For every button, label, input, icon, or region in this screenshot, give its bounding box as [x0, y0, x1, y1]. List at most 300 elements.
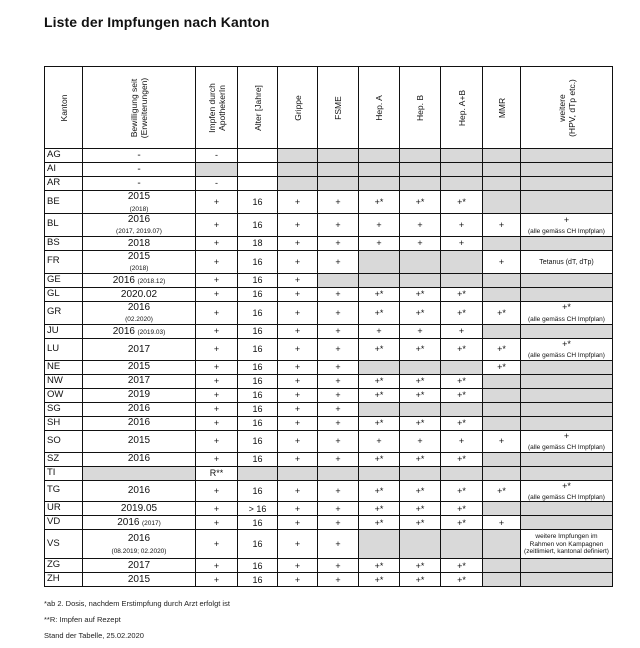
hep-ab-cell: +* [441, 502, 483, 516]
weitere-cell [521, 452, 613, 466]
header-weitere-line2: (HPV, dTp etc.) [566, 78, 577, 137]
table-row [45, 301, 613, 324]
fsme-cell: + [318, 573, 359, 587]
year-main: 2016 [127, 533, 151, 545]
hep-ab-cell: + [441, 236, 483, 250]
hep-a-cell: +* [359, 388, 400, 402]
hep-ab-cell: + [441, 430, 483, 452]
mmr-cell [483, 416, 521, 430]
mmr-cell: + [483, 250, 521, 273]
mmr-cell [483, 287, 521, 301]
weitere-cell [521, 466, 613, 480]
age-cell: 16 [238, 516, 278, 530]
table-row [45, 559, 613, 573]
fsme-cell: + [318, 250, 359, 273]
hep-ab-cell: +* [441, 338, 483, 360]
age-cell: 16 [238, 213, 278, 236]
weitere-main: weitere Impfungen im Rahmen von Kampagnen (zeitlimiert, kantonal definiert) [524, 533, 609, 556]
year-main: 2015 [127, 574, 151, 586]
table-row [45, 402, 613, 416]
header-hep-b: Hep. B [400, 67, 441, 149]
year-cell [83, 287, 196, 301]
year-cell [83, 163, 196, 177]
mmr-cell [483, 388, 521, 402]
hep-a-cell: +* [359, 374, 400, 388]
weitere-cell [521, 530, 613, 559]
weitere-main: +* [562, 338, 571, 349]
hep-ab-cell: +* [441, 191, 483, 214]
year-cell [83, 502, 196, 516]
age-cell: 16 [238, 402, 278, 416]
weitere-cell [521, 430, 613, 452]
year-extension: (2017, 2019.07) [116, 228, 162, 236]
fsme-cell: + [318, 236, 359, 250]
table-body [45, 149, 613, 587]
weitere-cell [521, 250, 613, 273]
kanton-cell: SH [45, 416, 83, 430]
hep-a-cell [359, 466, 400, 480]
hep-a-cell: +* [359, 191, 400, 214]
fsme-cell [318, 273, 359, 287]
weitere-cell [521, 163, 613, 177]
kanton-cell: LU [45, 338, 83, 360]
table-row [45, 573, 613, 587]
hep-ab-cell: +* [441, 374, 483, 388]
header-alter: Alter [Jahre] [238, 67, 278, 149]
mmr-cell [483, 402, 521, 416]
apotheker-cell: + [196, 191, 238, 214]
header-weitere [521, 67, 613, 149]
mmr-cell [483, 324, 521, 338]
kanton-cell: TG [45, 480, 83, 502]
weitere-note: (alle gemäss CH Impfplan) [528, 227, 605, 235]
kanton-cell: SZ [45, 452, 83, 466]
year-cell [83, 301, 196, 324]
table-row [45, 236, 613, 250]
fsme-cell: + [318, 502, 359, 516]
kanton-cell: NE [45, 360, 83, 374]
hep-b-cell: +* [400, 559, 441, 573]
fsme-cell [318, 466, 359, 480]
kanton-cell: BE [45, 191, 83, 214]
weitere-cell [521, 360, 613, 374]
apotheker-cell: + [196, 573, 238, 587]
hep-ab-cell [441, 163, 483, 177]
fsme-cell [318, 149, 359, 163]
hep-ab-cell: +* [441, 287, 483, 301]
hep-b-cell: + [400, 430, 441, 452]
weitere-cell [521, 338, 613, 360]
apotheker-cell: R** [196, 466, 238, 480]
page-title: Liste der Impfungen nach Kanton [44, 14, 270, 30]
hep-b-cell: +* [400, 374, 441, 388]
fsme-cell: + [318, 360, 359, 374]
year-extension: (02.2020) [125, 316, 153, 324]
year-main: 2016 [117, 517, 140, 529]
hep-ab-cell: +* [441, 416, 483, 430]
kanton-cell: AR [45, 177, 83, 191]
hep-ab-cell [441, 402, 483, 416]
apotheker-cell: + [196, 452, 238, 466]
grippe-cell: + [278, 273, 318, 287]
fsme-cell: + [318, 530, 359, 559]
mmr-cell: +* [483, 480, 521, 502]
mmr-cell [483, 163, 521, 177]
kanton-cell: GL [45, 287, 83, 301]
grippe-cell: + [278, 250, 318, 273]
weitere-main: + [563, 214, 570, 225]
year-main: 2016 [112, 274, 135, 286]
hep-a-cell: +* [359, 480, 400, 502]
year-cell [83, 466, 196, 480]
year-extension: (2017) [141, 520, 161, 528]
year-main: - [137, 177, 141, 189]
mmr-cell: + [483, 213, 521, 236]
weitere-cell [521, 324, 613, 338]
table-row [45, 191, 613, 214]
table-row [45, 338, 613, 360]
hep-a-cell [359, 250, 400, 273]
hep-ab-cell: +* [441, 516, 483, 530]
mmr-cell [483, 273, 521, 287]
grippe-cell: + [278, 236, 318, 250]
year-cell [83, 250, 196, 273]
weitere-cell [521, 388, 613, 402]
footnote-prescription: **R: Impfen auf Rezept [44, 615, 121, 624]
hep-ab-cell [441, 149, 483, 163]
hep-ab-cell: + [441, 213, 483, 236]
year-main: 2015 [127, 361, 151, 373]
year-main: 2015 [127, 250, 151, 262]
grippe-cell: + [278, 360, 318, 374]
hep-b-cell: +* [400, 502, 441, 516]
age-cell: 16 [238, 416, 278, 430]
year-cell [83, 338, 196, 360]
mmr-cell [483, 573, 521, 587]
fsme-cell: + [318, 338, 359, 360]
weitere-cell [521, 149, 613, 163]
table-row [45, 250, 613, 273]
kanton-cell: GR [45, 301, 83, 324]
hep-a-cell: + [359, 430, 400, 452]
grippe-cell [278, 177, 318, 191]
age-cell: 16 [238, 273, 278, 287]
year-main: 2019.05 [120, 503, 158, 515]
grippe-cell: + [278, 301, 318, 324]
age-cell: 16 [238, 360, 278, 374]
mmr-cell [483, 530, 521, 559]
mmr-cell: + [483, 430, 521, 452]
fsme-cell: + [318, 374, 359, 388]
hep-b-cell [400, 149, 441, 163]
apotheker-cell: + [196, 516, 238, 530]
fsme-cell: + [318, 191, 359, 214]
year-cell [83, 273, 196, 287]
fsme-cell: + [318, 402, 359, 416]
weitere-note: (alle gemäss CH Impfplan) [528, 444, 605, 452]
year-main: 2018 [127, 237, 151, 249]
table-row [45, 480, 613, 502]
age-cell: 16 [238, 452, 278, 466]
kanton-cell: SO [45, 430, 83, 452]
hep-ab-cell: + [441, 324, 483, 338]
age-cell: 16 [238, 559, 278, 573]
age-cell [238, 466, 278, 480]
header-hep-ab: Hep. A+B [441, 67, 483, 149]
fsme-cell: + [318, 480, 359, 502]
header-impfen-line1: Impfen durch [206, 82, 217, 133]
age-cell: 16 [238, 480, 278, 502]
grippe-cell [278, 163, 318, 177]
kanton-cell: OW [45, 388, 83, 402]
weitere-cell [521, 301, 613, 324]
year-cell [83, 573, 196, 587]
kanton-cell: AG [45, 149, 83, 163]
year-cell [83, 516, 196, 530]
table-date: Stand der Tabelle, 25.02.2020 [44, 631, 144, 640]
grippe-cell: + [278, 516, 318, 530]
year-main: 2020.02 [120, 288, 158, 300]
grippe-cell: + [278, 416, 318, 430]
year-extension: (08.2019; 02.2020) [111, 547, 167, 555]
age-cell: 16 [238, 324, 278, 338]
hep-a-cell: + [359, 213, 400, 236]
kanton-cell: NW [45, 374, 83, 388]
weitere-cell [521, 191, 613, 214]
kanton-cell: VD [45, 516, 83, 530]
year-cell [83, 388, 196, 402]
fsme-cell: + [318, 416, 359, 430]
year-main: 2017 [127, 560, 151, 572]
year-cell [83, 480, 196, 502]
hep-a-cell: +* [359, 287, 400, 301]
fsme-cell: + [318, 452, 359, 466]
age-cell: 16 [238, 530, 278, 559]
grippe-cell: + [278, 287, 318, 301]
fsme-cell: + [318, 430, 359, 452]
table-row [45, 416, 613, 430]
year-extension: (2018) [129, 265, 149, 273]
hep-b-cell [400, 466, 441, 480]
weitere-main: +* [562, 302, 571, 313]
apotheker-cell: + [196, 250, 238, 273]
fsme-cell [318, 177, 359, 191]
age-cell: 16 [238, 388, 278, 402]
weitere-cell [521, 213, 613, 236]
apotheker-cell: + [196, 530, 238, 559]
year-cell [83, 430, 196, 452]
weitere-cell [521, 236, 613, 250]
hep-ab-cell: +* [441, 573, 483, 587]
apotheker-cell: + [196, 236, 238, 250]
age-cell: 16 [238, 430, 278, 452]
hep-a-cell: +* [359, 416, 400, 430]
table-row [45, 530, 613, 559]
hep-a-cell: +* [359, 516, 400, 530]
year-main: 2015 [127, 191, 151, 202]
hep-b-cell [400, 250, 441, 273]
apotheker-cell: + [196, 502, 238, 516]
weitere-cell [521, 480, 613, 502]
hep-a-cell [359, 273, 400, 287]
apotheker-cell: + [196, 360, 238, 374]
weitere-main: +* [562, 480, 571, 491]
hep-b-cell: + [400, 324, 441, 338]
year-main: 2017 [127, 375, 151, 387]
hep-b-cell: +* [400, 388, 441, 402]
mmr-cell [483, 191, 521, 214]
hep-a-cell [359, 530, 400, 559]
kanton-cell: JU [45, 324, 83, 338]
apotheker-cell: + [196, 287, 238, 301]
year-main: 2019 [127, 389, 151, 401]
grippe-cell: + [278, 191, 318, 214]
apotheker-cell: + [196, 213, 238, 236]
mmr-cell [483, 149, 521, 163]
hep-b-cell: +* [400, 338, 441, 360]
grippe-cell: + [278, 374, 318, 388]
year-extension: (2019.03) [137, 328, 166, 336]
grippe-cell: + [278, 559, 318, 573]
hep-a-cell: +* [359, 338, 400, 360]
kanton-cell: BL [45, 213, 83, 236]
hep-ab-cell [441, 250, 483, 273]
kanton-cell: SG [45, 402, 83, 416]
year-main: 2017 [127, 343, 151, 355]
table-row [45, 374, 613, 388]
year-main: 2016 [127, 213, 151, 225]
age-cell: 16 [238, 250, 278, 273]
apotheker-cell: + [196, 273, 238, 287]
weitere-note: (alle gemäss CH Impfplan) [528, 493, 605, 501]
mmr-cell [483, 374, 521, 388]
year-cell [83, 374, 196, 388]
header-grippe: Grippe [278, 67, 318, 149]
year-main: 2016 [127, 453, 151, 465]
table-row [45, 452, 613, 466]
weitere-main: + [563, 430, 570, 441]
year-cell [83, 360, 196, 374]
year-main: 2016 [127, 485, 151, 497]
hep-b-cell: +* [400, 480, 441, 502]
hep-ab-cell: +* [441, 480, 483, 502]
header-fsme: FSME [318, 67, 359, 149]
hep-b-cell: +* [400, 301, 441, 324]
grippe-cell: + [278, 402, 318, 416]
hep-a-cell: +* [359, 573, 400, 587]
grippe-cell [278, 149, 318, 163]
mmr-cell [483, 466, 521, 480]
mmr-cell [483, 502, 521, 516]
year-main: 2016 [112, 325, 135, 337]
hep-ab-cell: +* [441, 388, 483, 402]
hep-ab-cell [441, 530, 483, 559]
age-cell [238, 149, 278, 163]
fsme-cell: + [318, 388, 359, 402]
table-row [45, 502, 613, 516]
age-cell [238, 177, 278, 191]
table-row [45, 388, 613, 402]
age-cell: 16 [238, 301, 278, 324]
weitere-cell [521, 273, 613, 287]
year-main: 2016 [127, 301, 151, 313]
table-header-row [45, 67, 613, 149]
year-extension: (2018.12) [137, 277, 166, 285]
grippe-cell: + [278, 213, 318, 236]
hep-a-cell: + [359, 324, 400, 338]
header-impfen [196, 67, 238, 149]
year-cell [83, 149, 196, 163]
weitere-cell [521, 502, 613, 516]
hep-a-cell: +* [359, 452, 400, 466]
apotheker-cell: + [196, 388, 238, 402]
apotheker-cell: - [196, 149, 238, 163]
header-hep-a: Hep. A [359, 67, 400, 149]
table-row [45, 177, 613, 191]
kanton-cell: AI [45, 163, 83, 177]
apotheker-cell: + [196, 324, 238, 338]
table-row [45, 466, 613, 480]
year-cell [83, 324, 196, 338]
mmr-cell: + [483, 516, 521, 530]
weitere-cell [521, 374, 613, 388]
hep-ab-cell [441, 177, 483, 191]
fsme-cell: + [318, 559, 359, 573]
table-row [45, 163, 613, 177]
weitere-cell [521, 559, 613, 573]
mmr-cell [483, 177, 521, 191]
grippe-cell: + [278, 480, 318, 502]
grippe-cell: + [278, 452, 318, 466]
hep-a-cell [359, 402, 400, 416]
hep-a-cell: +* [359, 502, 400, 516]
mmr-cell [483, 452, 521, 466]
apotheker-cell: + [196, 416, 238, 430]
year-cell [83, 416, 196, 430]
header-weitere-line1: weitere [556, 93, 567, 122]
kanton-cell: UR [45, 502, 83, 516]
year-cell [83, 402, 196, 416]
table-row [45, 273, 613, 287]
hep-ab-cell [441, 273, 483, 287]
table-row [45, 430, 613, 452]
table-row [45, 213, 613, 236]
apotheker-cell: + [196, 402, 238, 416]
weitere-cell [521, 177, 613, 191]
hep-ab-cell [441, 466, 483, 480]
header-kanton: Kanton [45, 67, 83, 149]
vaccination-table [44, 66, 613, 587]
weitere-cell [521, 416, 613, 430]
fsme-cell: + [318, 516, 359, 530]
weitere-cell [521, 573, 613, 587]
year-cell [83, 177, 196, 191]
hep-b-cell [400, 360, 441, 374]
hep-b-cell: +* [400, 452, 441, 466]
age-cell: > 16 [238, 502, 278, 516]
grippe-cell: + [278, 388, 318, 402]
year-main: - [137, 149, 141, 161]
kanton-cell: ZG [45, 559, 83, 573]
hep-a-cell [359, 177, 400, 191]
header-bewilligung [83, 67, 196, 149]
header-bewilligung-line1: Bewilligung seit [128, 78, 139, 137]
apotheker-cell: + [196, 480, 238, 502]
year-main: - [137, 163, 141, 175]
weitere-cell [521, 287, 613, 301]
hep-b-cell [400, 402, 441, 416]
mmr-cell: +* [483, 301, 521, 324]
